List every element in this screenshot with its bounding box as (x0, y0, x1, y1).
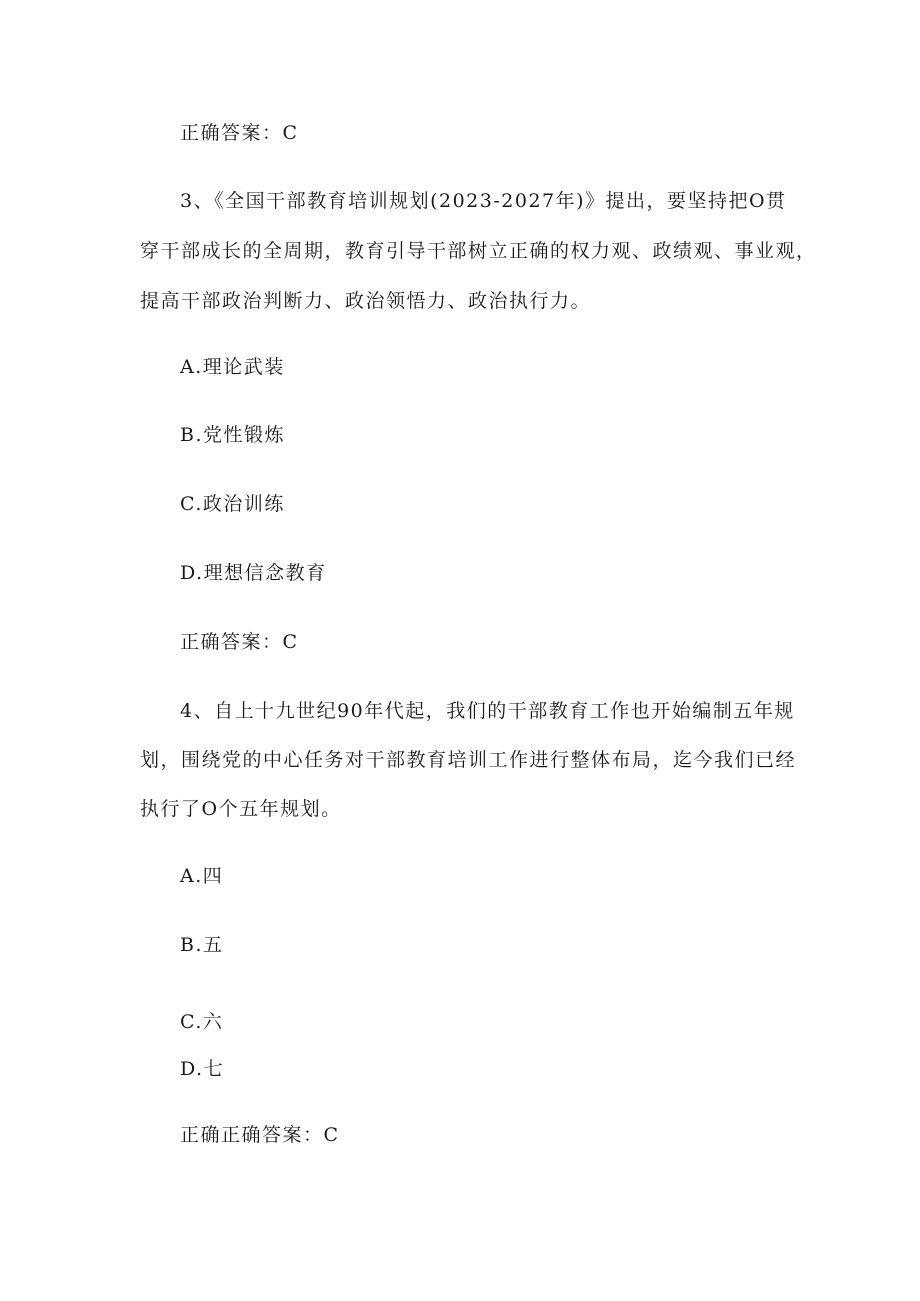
answer-q3: 正确答案：C (180, 631, 299, 653)
q3-option-c: C.政治训练 (180, 493, 285, 515)
question-4-line-1: 4、自上十九世纪90年代起，我们的干部教育工作也开始编制五年规 (180, 700, 795, 722)
q4-option-d: D.七 (180, 1058, 225, 1080)
q3-option-a: A.理论武装 (180, 356, 285, 378)
question-3-line-3: 提高干部政治判断力、政治领悟力、政治执行力。 (140, 290, 592, 312)
question-3-line-1: 3、《全国干部教育培训规划(2023-2027年)》提出，要坚持把O贯 (180, 190, 787, 212)
q3-option-d: D.理想信念教育 (180, 562, 327, 584)
answer-q4: 正确正确答案：C (180, 1124, 340, 1146)
question-3-line-2: 穿干部成长的全周期，教育引导干部树立正确的权力观、政绩观、事业观， (140, 240, 817, 262)
q4-option-b: B.五 (180, 934, 224, 956)
question-4-line-3: 执行了O个五年规划。 (140, 798, 342, 820)
q4-option-c: C.六 (180, 1011, 224, 1033)
q3-option-b: B.党性锻炼 (180, 424, 286, 446)
question-4-line-2: 划，围绕党的中心任务对干部教育培训工作进行整体布局，迄今我们已经 (140, 749, 797, 771)
q4-option-a: A.四 (180, 865, 224, 887)
answer-q2: 正确答案：C (180, 122, 299, 144)
